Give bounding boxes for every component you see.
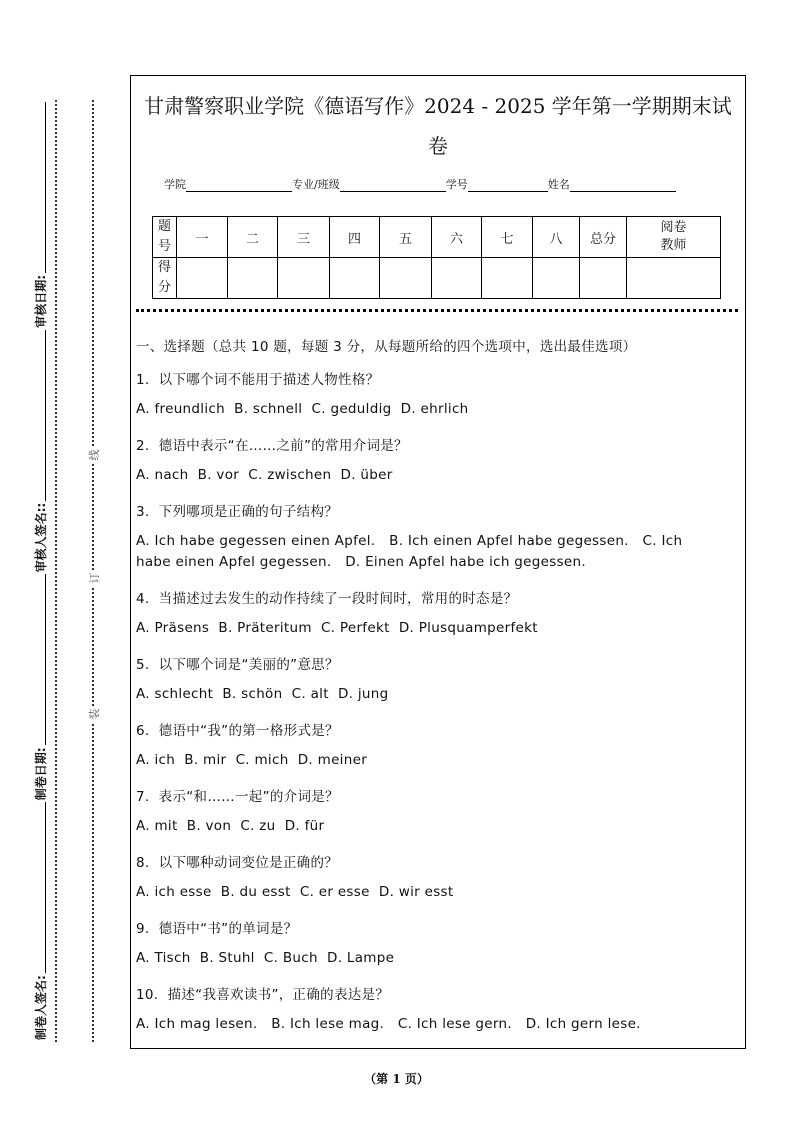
table-row [153, 258, 721, 299]
exam-title: 甘肃警察职业学院《德语写作》2024 - 2025 学年第一学期期末试 [144, 94, 732, 118]
college-field[interactable] [186, 179, 292, 192]
major-class-field[interactable] [340, 179, 446, 192]
question-text: 4. 当描述过去发生的动作持续了一段时间时，常用的时态是？ [136, 591, 518, 607]
college-label: 学院 [164, 178, 186, 191]
answer-options: A. nach B. vor C. zwischen D. über [136, 467, 393, 483]
binding-char: 线 [86, 447, 102, 463]
question-text: 7. 表示“和……一起”的介词是？ [136, 789, 339, 805]
column-header: 三 [278, 217, 330, 258]
score-cell[interactable] [177, 258, 228, 299]
answer-options: A. freundlich B. schnell C. geduldig D. ehrlich [136, 401, 469, 417]
question-text: 6. 德语中“我”的第一格形式是？ [136, 723, 339, 739]
score-table [152, 216, 721, 299]
binding-char: 订 [86, 570, 102, 586]
score-cell[interactable] [580, 258, 627, 299]
section-heading: 一、选择题（总共 10 题，每题 3 分，从每题所给的四个选项中，选出最佳选项） [136, 339, 637, 355]
margin-dotted-line [55, 100, 57, 1042]
score-cell[interactable] [380, 258, 432, 299]
student-id-label: 学号 [445, 178, 468, 191]
answer-options-cont: habe einen Apfel gegessen. D. Einen Apfel habe ich gegessen. [136, 554, 586, 570]
binding-char: 装 [86, 706, 102, 722]
maker-date-label: 制卷日期: [33, 747, 48, 801]
separator [136, 309, 738, 312]
score-cell[interactable] [228, 258, 278, 299]
score-cell[interactable] [533, 258, 580, 299]
question-text: 3. 下列哪项是正确的句子结构？ [136, 504, 339, 520]
column-header: 七 [482, 217, 533, 258]
answer-options: A. ich B. mir C. mich D. meiner [136, 752, 368, 768]
page-number: （第 1 页） [364, 1072, 429, 1086]
maker-date-line [35, 574, 46, 745]
exam-content [130, 75, 746, 1049]
question-text: 9. 德语中“书”的单词是？ [136, 921, 298, 937]
score-cell[interactable] [330, 258, 380, 299]
column-header: 阅卷教师 [627, 217, 721, 258]
maker-signature-label: 制卷人签名: [33, 975, 48, 1040]
table-row [153, 217, 721, 258]
student-id-field[interactable] [468, 179, 548, 192]
signature-margin [30, 100, 50, 1040]
row-label: 题号 [153, 217, 177, 258]
answer-options: A. mit B. von C. zu D. für [136, 818, 325, 834]
exam-title-cont: 卷 [428, 134, 448, 158]
row-label: 得分 [153, 258, 177, 299]
major-class-label: 专业/班级 [292, 178, 340, 191]
review-date-label: 审核日期: [33, 275, 48, 328]
answer-options: A. schlecht B. schön C. alt D. jung [136, 686, 389, 702]
column-header: 总分 [580, 217, 627, 258]
column-header: 二 [228, 217, 278, 258]
student-info [164, 176, 676, 192]
answer-options: A. Ich habe gegessen einen Apfel. B. Ich einen Apfel habe gegessen. C. Ich [136, 533, 683, 549]
answer-options: A. Ich mag lesen. B. Ich lese mag. C. Ich lese gern. D. Ich gern lese. [136, 1016, 641, 1032]
question-text: 1. 以下哪个词不能用于描述人物性格？ [136, 372, 380, 388]
question-text: 2. 德语中表示“在……之前”的常用介词是？ [136, 438, 408, 454]
name-label: 姓名 [547, 178, 570, 191]
review-date-line [35, 102, 46, 273]
score-cell[interactable] [278, 258, 330, 299]
reviewer-signature-line [35, 330, 46, 501]
answer-options: A. Tisch B. Stuhl C. Buch D. Lampe [136, 950, 395, 966]
answer-options: A. ich esse B. du esst C. er esse D. wir esst [136, 884, 454, 900]
score-cell[interactable] [627, 258, 721, 299]
name-field[interactable] [570, 179, 676, 192]
column-header: 五 [380, 217, 432, 258]
column-header: 四 [330, 217, 380, 258]
reviewer-signature-label: 审核人签名:: [33, 502, 48, 573]
question-text: 10. 描述“我喜欢读书”，正确的表达是？ [136, 987, 390, 1003]
column-header: 八 [533, 217, 580, 258]
question-text: 8. 以下哪种动词变位是正确的？ [136, 855, 339, 871]
score-cell[interactable] [432, 258, 482, 299]
column-header: 六 [432, 217, 482, 258]
column-header: 一 [177, 217, 228, 258]
question-text: 5. 以下哪个词是“美丽的”意思？ [136, 657, 339, 673]
maker-signature-line [35, 802, 46, 973]
answer-options: A. Präsens B. Präteritum C. Perfekt D. Plusquamperfekt [136, 620, 538, 636]
score-cell[interactable] [482, 258, 533, 299]
